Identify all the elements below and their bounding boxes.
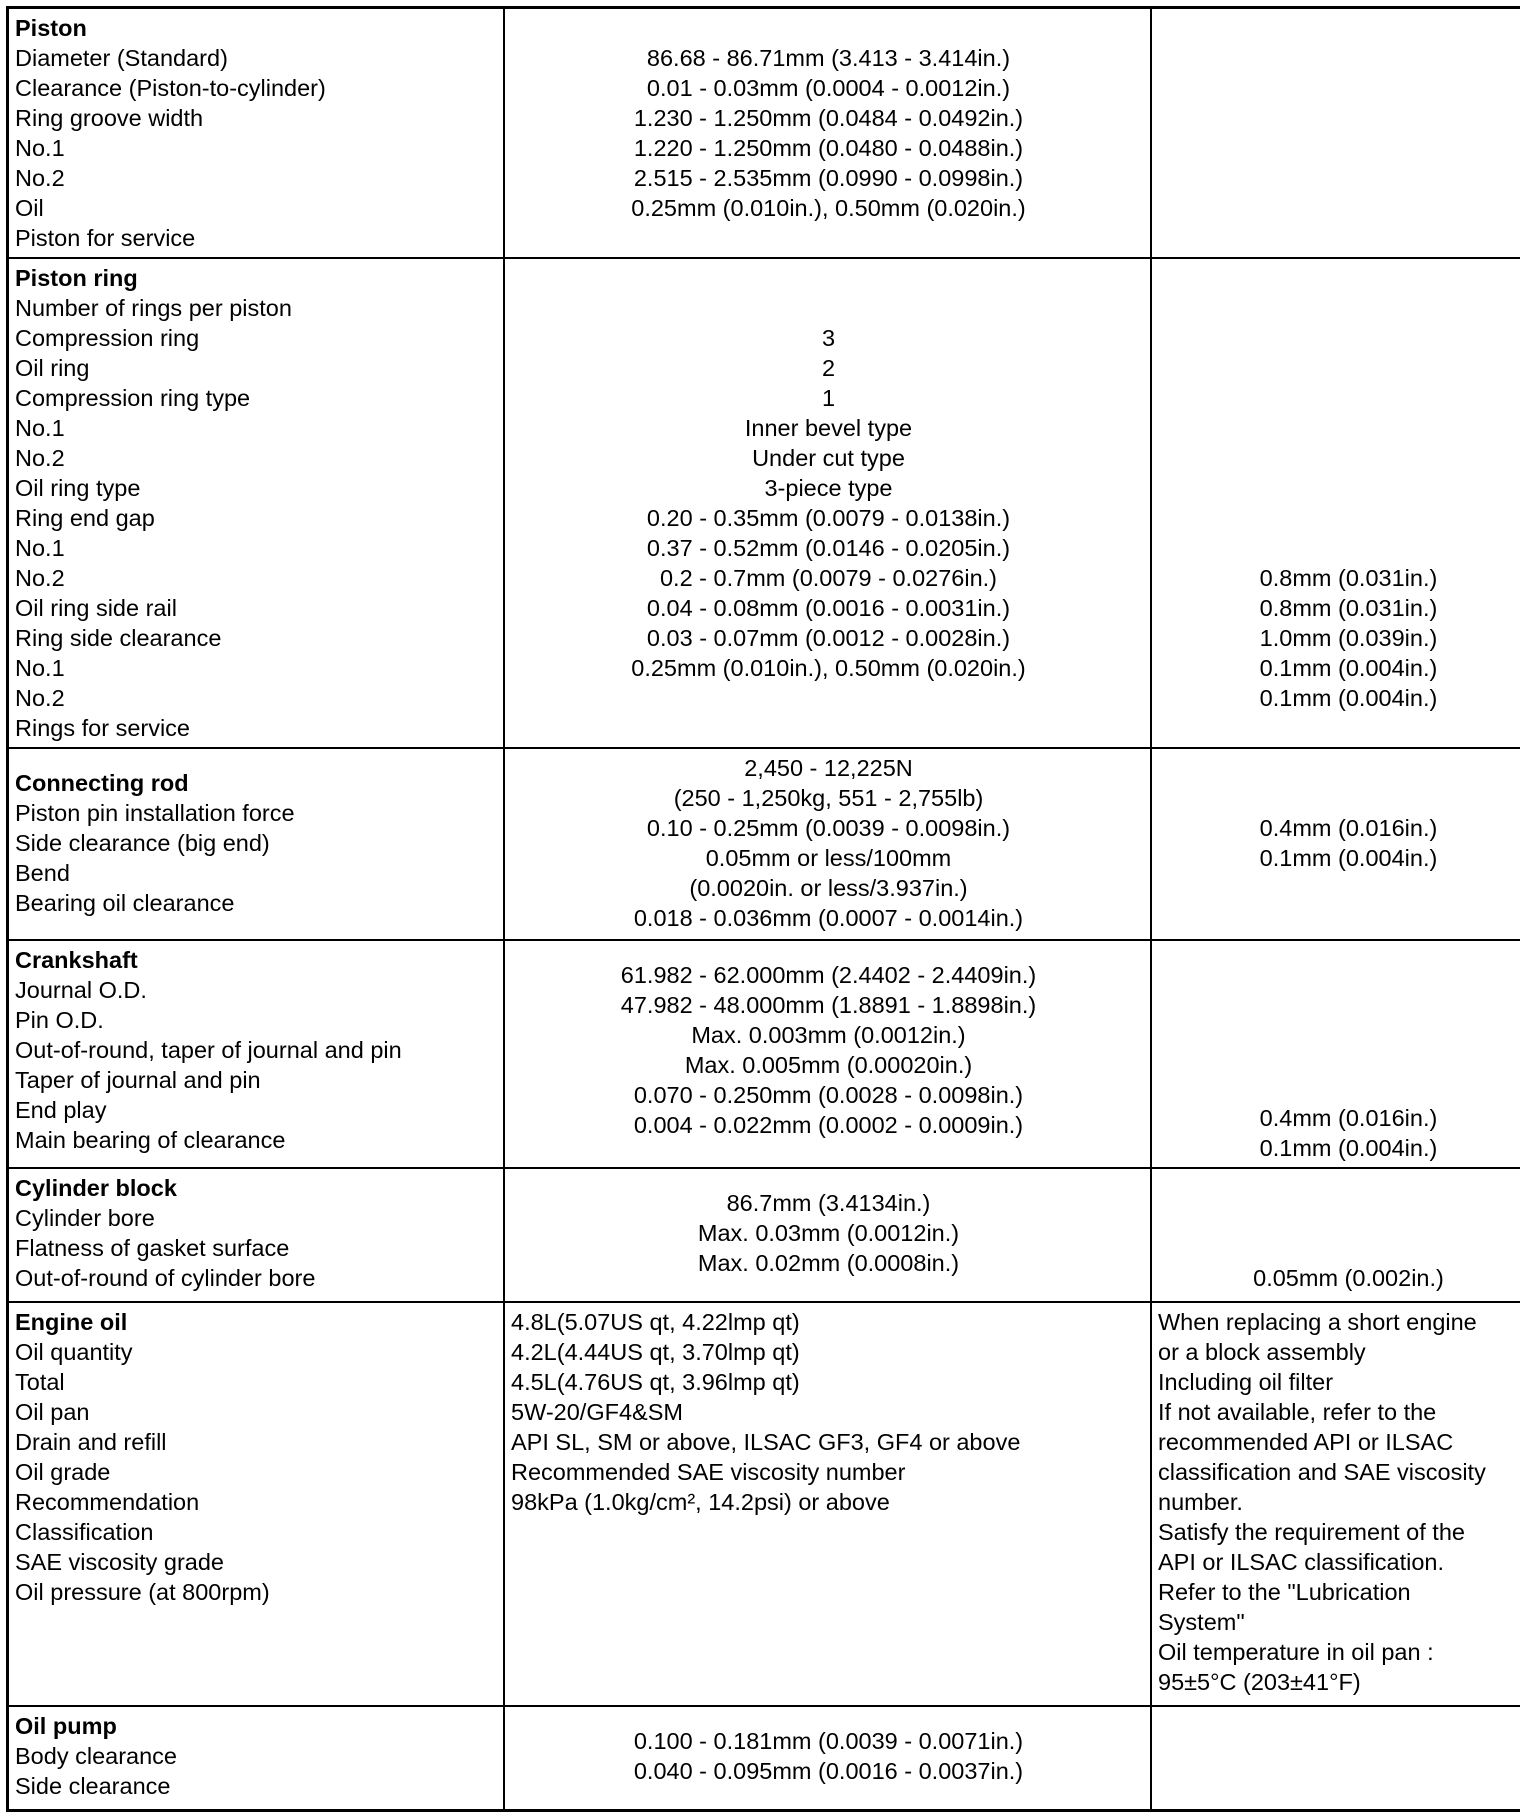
item-label: Diameter (Standard) bbox=[15, 43, 499, 73]
item-label: Clearance (Piston-to-cylinder) bbox=[15, 73, 499, 103]
limit-value bbox=[1158, 443, 1520, 473]
remark-text: number. bbox=[1158, 1487, 1520, 1517]
remark-text: 95±5°C (203±41°F) bbox=[1158, 1667, 1520, 1697]
remark-text: Including oil filter bbox=[1158, 1367, 1520, 1397]
item-label: Compression ring type bbox=[15, 383, 499, 413]
item-label: Number of rings per piston bbox=[15, 293, 499, 323]
section-row-piston-ring bbox=[8, 258, 1520, 748]
item-label: Ring side clearance bbox=[15, 623, 499, 653]
item-label: Out-of-round, taper of journal and pin bbox=[15, 1035, 499, 1065]
limit-value bbox=[1158, 323, 1520, 353]
item-label: Oil ring type bbox=[15, 473, 499, 503]
limit-value bbox=[1158, 783, 1520, 813]
remark-text: Satisfy the requirement of the bbox=[1158, 1517, 1520, 1547]
item-label: Taper of journal and pin bbox=[15, 1065, 499, 1095]
item-label: No.2 bbox=[15, 563, 499, 593]
item-label: Out-of-round of cylinder bore bbox=[15, 1263, 499, 1293]
spec-value: 1.220 - 1.250mm (0.0480 - 0.0488in.) bbox=[511, 133, 1146, 163]
item-cell bbox=[8, 1302, 505, 1706]
section-title: Engine oil bbox=[15, 1307, 499, 1337]
spec-value bbox=[511, 293, 1146, 323]
section-row-oil-pump bbox=[8, 1706, 1520, 1810]
spec-value: 0.25mm (0.010in.), 0.50mm (0.020in.) bbox=[511, 653, 1146, 683]
spec-value: 61.982 - 62.000mm (2.4402 - 2.4409in.) bbox=[511, 960, 1146, 990]
limit-value bbox=[1158, 753, 1520, 783]
item-label: Piston for service bbox=[15, 223, 499, 253]
spec-value: 4.2L(4.44US qt, 3.70lmp qt) bbox=[511, 1337, 1146, 1367]
spec-value: 98kPa (1.0kg/cm², 14.2psi) or above bbox=[511, 1487, 1146, 1517]
limit-value bbox=[1158, 473, 1520, 503]
item-cell bbox=[8, 1168, 505, 1302]
spec-value: 0.2 - 0.7mm (0.0079 - 0.0276in.) bbox=[511, 563, 1146, 593]
limit-value: 0.4mm (0.016in.) bbox=[1158, 813, 1520, 843]
spec-value: 0.37 - 0.52mm (0.0146 - 0.0205in.) bbox=[511, 533, 1146, 563]
spec-value: 0.040 - 0.095mm (0.0016 - 0.0037in.) bbox=[511, 1756, 1146, 1786]
item-label: Total bbox=[15, 1367, 499, 1397]
limit-value: 0.1mm (0.004in.) bbox=[1158, 1133, 1520, 1163]
item-label: Classification bbox=[15, 1517, 499, 1547]
value-cell bbox=[504, 258, 1151, 748]
spec-value: 0.03 - 0.07mm (0.0012 - 0.0028in.) bbox=[511, 623, 1146, 653]
limit-value: 0.1mm (0.004in.) bbox=[1158, 653, 1520, 683]
spec-value: 1.230 - 1.250mm (0.0484 - 0.0492in.) bbox=[511, 103, 1146, 133]
value-cell bbox=[504, 1302, 1151, 1706]
section-title: Crankshaft bbox=[15, 945, 499, 975]
value-cell bbox=[504, 748, 1151, 940]
item-label: Main bearing of clearance bbox=[15, 1125, 499, 1155]
limit-cell bbox=[1151, 258, 1520, 748]
limit-value: 0.1mm (0.004in.) bbox=[1158, 683, 1520, 713]
limit-value bbox=[1158, 413, 1520, 443]
spec-value: Max. 0.005mm (0.00020in.) bbox=[511, 1050, 1146, 1080]
item-label: Oil quantity bbox=[15, 1337, 499, 1367]
limit-value bbox=[1158, 353, 1520, 383]
limit-cell bbox=[1151, 748, 1520, 940]
limit-value bbox=[1158, 383, 1520, 413]
item-label: Drain and refill bbox=[15, 1427, 499, 1457]
limit-value bbox=[1158, 503, 1520, 533]
item-label: Cylinder bore bbox=[15, 1203, 499, 1233]
section-title: Piston ring bbox=[15, 263, 499, 293]
remark-text: If not available, refer to the bbox=[1158, 1397, 1520, 1427]
item-label: Pin O.D. bbox=[15, 1005, 499, 1035]
limit-value: 0.1mm (0.004in.) bbox=[1158, 843, 1520, 873]
item-label: No.1 bbox=[15, 533, 499, 563]
specifications-table bbox=[6, 6, 1520, 1812]
spec-value: 86.7mm (3.4134in.) bbox=[511, 1188, 1146, 1218]
remark-text: classification and SAE viscosity bbox=[1158, 1457, 1520, 1487]
spec-value: Max. 0.02mm (0.0008in.) bbox=[511, 1248, 1146, 1278]
section-row-engine-oil bbox=[8, 1302, 1520, 1706]
spec-value: 2,450 - 12,225N bbox=[511, 753, 1146, 783]
spec-value: 0.25mm (0.010in.), 0.50mm (0.020in.) bbox=[511, 193, 1146, 223]
limit-cell bbox=[1151, 1168, 1520, 1302]
limit-value bbox=[1158, 293, 1520, 323]
limit-value bbox=[1158, 263, 1520, 293]
item-label: Oil bbox=[15, 193, 499, 223]
spec-value: 0.05mm or less/100mm bbox=[511, 843, 1146, 873]
spec-value: 0.018 - 0.036mm (0.0007 - 0.0014in.) bbox=[511, 903, 1146, 933]
spec-value: 0.100 - 0.181mm (0.0039 - 0.0071in.) bbox=[511, 1726, 1146, 1756]
spec-value: (250 - 1,250kg, 551 - 2,755lb) bbox=[511, 783, 1146, 813]
spec-value: 0.20 - 0.35mm (0.0079 - 0.0138in.) bbox=[511, 503, 1146, 533]
remark-text: Oil temperature in oil pan : bbox=[1158, 1637, 1520, 1667]
item-label: Recommendation bbox=[15, 1487, 499, 1517]
item-label: Ring groove width bbox=[15, 103, 499, 133]
spec-value: 3-piece type bbox=[511, 473, 1146, 503]
remark-text: recommended API or ILSAC bbox=[1158, 1427, 1520, 1457]
item-label: Oil pressure (at 800rpm) bbox=[15, 1577, 499, 1607]
item-label: No.2 bbox=[15, 683, 499, 713]
item-cell bbox=[8, 940, 505, 1168]
item-label: SAE viscosity grade bbox=[15, 1547, 499, 1577]
spec-value: 86.68 - 86.71mm (3.413 - 3.414in.) bbox=[511, 43, 1146, 73]
item-label: Body clearance bbox=[15, 1741, 499, 1771]
limit-value: 0.8mm (0.031in.) bbox=[1158, 563, 1520, 593]
spec-value: 4.5L(4.76US qt, 3.96lmp qt) bbox=[511, 1367, 1146, 1397]
spec-value: Under cut type bbox=[511, 443, 1146, 473]
item-label: Oil grade bbox=[15, 1457, 499, 1487]
value-cell bbox=[504, 1706, 1151, 1810]
limit-value: 0.05mm (0.002in.) bbox=[1158, 1263, 1520, 1293]
spec-value: 0.01 - 0.03mm (0.0004 - 0.0012in.) bbox=[511, 73, 1146, 103]
section-row-crankshaft bbox=[8, 940, 1520, 1168]
limit-value bbox=[1158, 533, 1520, 563]
remark-text: Refer to the "Lubrication bbox=[1158, 1577, 1520, 1607]
item-label: Bend bbox=[15, 858, 499, 888]
limit-value: 1.0mm (0.039in.) bbox=[1158, 623, 1520, 653]
item-label: Compression ring bbox=[15, 323, 499, 353]
item-label: Side clearance (big end) bbox=[15, 828, 499, 858]
spec-value: 5W-20/GF4&SM bbox=[511, 1397, 1146, 1427]
limit-cell bbox=[1151, 1706, 1520, 1810]
spec-value: Recommended SAE viscosity number bbox=[511, 1457, 1146, 1487]
spec-value bbox=[511, 263, 1146, 293]
item-cell bbox=[8, 748, 505, 940]
item-cell bbox=[8, 1706, 505, 1810]
remark-text: or a block assembly bbox=[1158, 1337, 1520, 1367]
limit-value: 0.8mm (0.031in.) bbox=[1158, 593, 1520, 623]
item-label: Journal O.D. bbox=[15, 975, 499, 1005]
spec-value: 0.04 - 0.08mm (0.0016 - 0.0031in.) bbox=[511, 593, 1146, 623]
item-label: No.1 bbox=[15, 653, 499, 683]
spec-value: Max. 0.003mm (0.0012in.) bbox=[511, 1020, 1146, 1050]
section-row-connecting-rod bbox=[8, 748, 1520, 940]
spec-value: 4.8L(5.07US qt, 4.22lmp qt) bbox=[511, 1307, 1146, 1337]
value-cell bbox=[504, 8, 1151, 259]
remark-text: System" bbox=[1158, 1607, 1520, 1637]
item-label: No.2 bbox=[15, 163, 499, 193]
item-label: Piston pin installation force bbox=[15, 798, 499, 828]
section-title: Cylinder block bbox=[15, 1173, 499, 1203]
spec-value: Max. 0.03mm (0.0012in.) bbox=[511, 1218, 1146, 1248]
spec-value: 1 bbox=[511, 383, 1146, 413]
spec-value: 0.070 - 0.250mm (0.0028 - 0.0098in.) bbox=[511, 1080, 1146, 1110]
item-cell bbox=[8, 8, 505, 259]
spec-value: (0.0020in. or less/3.937in.) bbox=[511, 873, 1146, 903]
value-cell bbox=[504, 940, 1151, 1168]
section-title: Oil pump bbox=[15, 1711, 499, 1741]
spec-value: 2 bbox=[511, 353, 1146, 383]
limit-cell bbox=[1151, 8, 1520, 259]
value-cell bbox=[504, 1168, 1151, 1302]
limit-cell bbox=[1151, 940, 1520, 1168]
remark-cell bbox=[1151, 1302, 1520, 1706]
item-cell bbox=[8, 258, 505, 748]
limit-value: 0.4mm (0.016in.) bbox=[1158, 1103, 1520, 1133]
spec-value: Inner bevel type bbox=[511, 413, 1146, 443]
item-label: Oil pan bbox=[15, 1397, 499, 1427]
spec-value: 0.10 - 0.25mm (0.0039 - 0.0098in.) bbox=[511, 813, 1146, 843]
spec-value: API SL, SM or above, ILSAC GF3, GF4 or above bbox=[511, 1427, 1146, 1457]
section-title: Piston bbox=[15, 13, 499, 43]
item-label: No.2 bbox=[15, 443, 499, 473]
item-label: No.1 bbox=[15, 133, 499, 163]
remark-text: When replacing a short engine bbox=[1158, 1307, 1520, 1337]
section-row-cylinder-block bbox=[8, 1168, 1520, 1302]
item-label: Oil ring bbox=[15, 353, 499, 383]
remark-text: API or ILSAC classification. bbox=[1158, 1547, 1520, 1577]
spec-value: 3 bbox=[511, 323, 1146, 353]
item-label: Bearing oil clearance bbox=[15, 888, 499, 918]
item-label: End play bbox=[15, 1095, 499, 1125]
item-label: Oil ring side rail bbox=[15, 593, 499, 623]
item-label: No.1 bbox=[15, 413, 499, 443]
item-label: Flatness of gasket surface bbox=[15, 1233, 499, 1263]
item-label: Side clearance bbox=[15, 1771, 499, 1801]
spec-value: 47.982 - 48.000mm (1.8891 - 1.8898in.) bbox=[511, 990, 1146, 1020]
spec-value: 0.004 - 0.022mm (0.0002 - 0.0009in.) bbox=[511, 1110, 1146, 1140]
spec-value: 2.515 - 2.535mm (0.0990 - 0.0998in.) bbox=[511, 163, 1146, 193]
section-row-piston bbox=[8, 8, 1520, 259]
item-label: Ring end gap bbox=[15, 503, 499, 533]
item-label: Rings for service bbox=[15, 713, 499, 743]
section-title: Connecting rod bbox=[15, 768, 499, 798]
